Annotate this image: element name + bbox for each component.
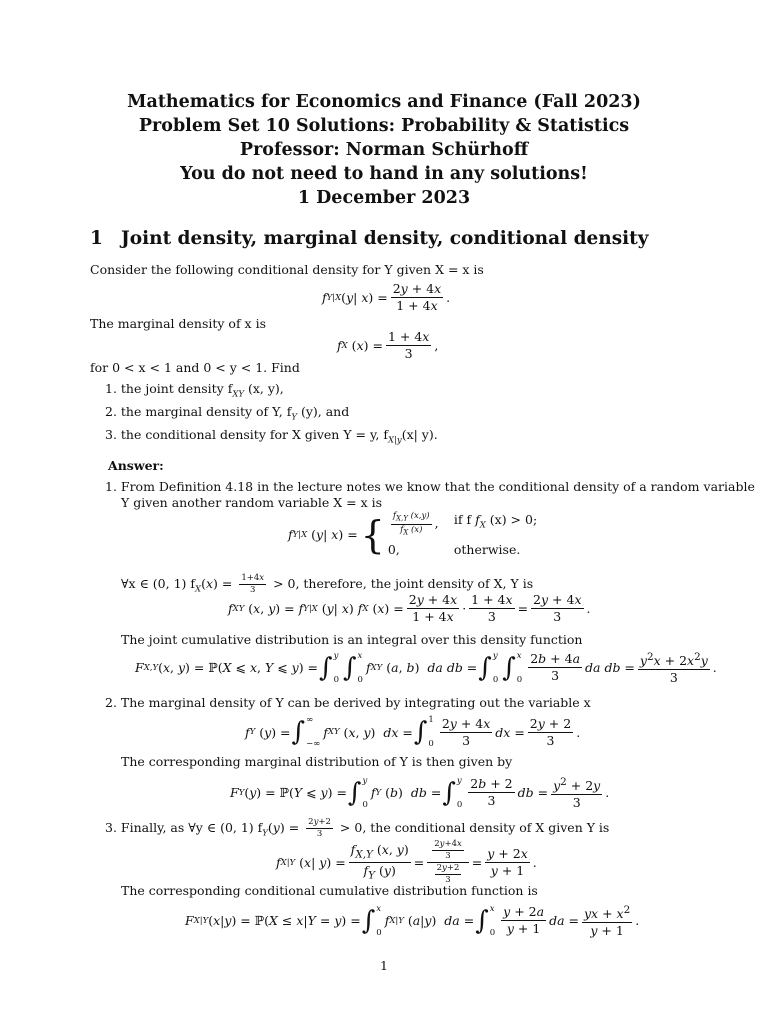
- title-block: [0, 90, 768, 210]
- section-heading: [90, 228, 648, 249]
- course-title: Mathematics for Economics and Finance (Fall 2023): [127, 92, 641, 112]
- equation-conditional-density: f Y|X (y| x) = $\frac{2y + 4x}{1 + 4x}$ .: [322, 281, 451, 313]
- intro-text: Consider the following conditional density for Y given X = x is: [90, 262, 484, 277]
- answer3-end: > 0, the conditional density of X given Y is: [339, 820, 610, 835]
- marginal-dist-intro: The corresponding marginal distribution of Y is then given by: [121, 754, 513, 769]
- find-item-3: 3. the conditional density for X given Y = y, $f_{X|y}(x|$ y).: [105, 427, 438, 446]
- case1-condition-tail: (x) > 0;: [489, 512, 538, 527]
- answer1-line2: Y given another random variable X = x is: [121, 495, 383, 510]
- hand-in-note: You do not need to hand in any solutions!: [180, 164, 588, 184]
- equation-marginal-y: f Y (y) = ∫ ∞ −∞ f XY (x, y) dx = ∫ 1 0 $\frac{2y + 4x}{3}$ dx = $\frac{2y + 2}{3}$ .: [245, 715, 581, 749]
- find-item-3-tail: (x| y).: [401, 427, 438, 442]
- forall-text: ∀x ∈ (0, 1) f: [121, 576, 195, 591]
- answer3-start: 3. Finally, as ∀y ∈ (0, 1) f: [105, 820, 263, 835]
- answer3-line: 3. Finally, as ∀y ∈ (0, 1) $f_Y(y)$ = $\frac{2y+2}{3}$ > 0, the conditional density of X given Y is: [105, 817, 610, 839]
- equation-definition-piecewise: f Y|X (y| x) = { $\frac{f_{X,Y} (x,y)}{f_X (x)}$ , if f $f_X$ (x) > 0; 0, otherwise.: [288, 511, 538, 558]
- equation-joint-density: f XY (x, y) = f Y|X (y| x) f X (x) = $\frac{2y + 4x}{1 + 4x}$ · $\frac{1 + 4x}{3}$ = $\frac{2y + 4x}{3}$ .: [228, 592, 591, 624]
- find-item-2: 2. the marginal density of Y, $f_Y$ (y), and: [105, 404, 350, 423]
- section-number: 1: [90, 228, 103, 249]
- range-text: for 0 < x < 1 and 0 < y < 1. Find: [90, 360, 300, 375]
- find-item-1-text: 1. the joint density f: [105, 381, 233, 396]
- section-title: Joint density, marginal density, conditional density: [121, 228, 649, 249]
- find-item-1: 1. the joint density $f_{XY}$ (x, y),: [105, 381, 284, 400]
- case2-value: 0,: [387, 542, 400, 558]
- equation-marginal-cdf: F Y (y) = ℙ(Y ⩽ y) = ∫ y 0 f Y (b) db = ∫ y 0 $\frac{2b + 2}{3}$ db = $\frac{y^2 + 2y}{3}$ .: [230, 775, 610, 811]
- marginal-intro: The marginal density of x is: [90, 316, 266, 331]
- date-line: 1 December 2023: [297, 188, 471, 208]
- equation-conditional-x-given-y: f X|Y (x| y) = $\frac{f_{X,Y} (x, y)}{f_Y (y)}$ = $\frac{\frac{2y+4x}{3}}{\frac{2y+2}{3}}$ = $\frac{y + 2x}{y + 1}$ .: [276, 839, 537, 885]
- conditional-cdf-intro: The corresponding conditional cumulative distribution function is: [121, 883, 538, 898]
- find-item-1-tail: (x, y),: [248, 381, 284, 396]
- case1-condition: if f: [453, 512, 472, 527]
- find-item-2-text: 2. the marginal density of Y, f: [105, 404, 292, 419]
- problem-set-title: Problem Set 10 Solutions: Probability & Statistics: [138, 116, 630, 136]
- find-item-3-text: 3. the conditional density for X given Y = y, f: [105, 427, 388, 442]
- equation-joint-cdf: F X,Y (x, y) = ℙ(X ⩽ x, Y ⩽ y) = ∫ y 0 ∫ x 0 f XY (a, b) da db = ∫ y 0 ∫ x 0 $\frac{2b + 4a}{3}$ da db = $\frac{y^2x + 2x^2y}{3}$ .: [135, 650, 717, 686]
- answer-label: Answer:: [108, 458, 164, 473]
- equation-conditional-cdf: F X|Y (x|y) = ℙ(X ≤ x|Y = y) = ∫ x 0 f X|Y (a|y) da = ∫ x 0 $\frac{y + 2a}{y + 1}$ da = $\frac{yx + x^2}{y + 1}$ .: [185, 903, 640, 939]
- forall-line: ∀x ∈ (0, 1) $f_X(x)$ = $\frac{1+4x}{3}$ > 0, therefore, the joint density of X, Y is: [121, 573, 534, 595]
- page-number: 1: [380, 958, 388, 973]
- cumulative-intro: The joint cumulative distribution is an integral over this density function: [121, 632, 583, 647]
- professor-line: Professor: Norman Schürhoff: [239, 140, 529, 160]
- answer2-line: 2. The marginal density of Y can be derived by integrating out the variable x: [105, 695, 591, 710]
- find-item-2-tail: (y), and: [300, 404, 350, 419]
- answer1-line1: 1. From Definition 4.18 in the lecture notes we know that the conditional density of a random variable: [105, 479, 755, 494]
- case2-condition: otherwise.: [453, 542, 521, 558]
- forall-tail: > 0, therefore, the joint density of X, Y is: [273, 576, 534, 591]
- equation-marginal-x: f X (x) = $\frac{1 + 4x}{3}$ ,: [337, 329, 439, 361]
